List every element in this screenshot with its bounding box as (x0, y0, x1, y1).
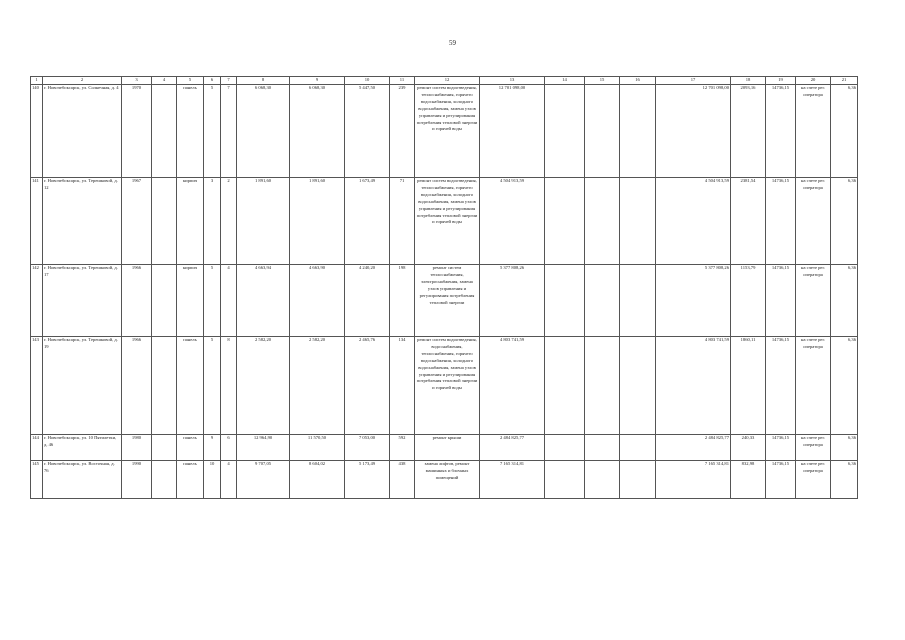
table-cell: панель (177, 435, 204, 461)
table-cell: 141 (31, 178, 43, 265)
table-cell: г. Новочебоксарск, ул. 10 Пятилетки, д. 46 (43, 435, 122, 461)
table-cell (545, 265, 585, 337)
table-cell: панель (177, 461, 204, 499)
table-cell: на счете рег. оператора (796, 461, 831, 499)
table-cell: 2 484 825,77 (656, 435, 731, 461)
table-cell (620, 337, 656, 435)
table-row (31, 461, 858, 499)
column-number-cell: 6 (204, 77, 221, 85)
table-cell: на счете рег. оператора (796, 265, 831, 337)
table-cell: 14736,15 (766, 178, 796, 265)
column-number-cell: 19 (766, 77, 796, 85)
table-cell: 14736,15 (766, 435, 796, 461)
column-number-cell: 9 (290, 77, 345, 85)
table-cell: 5 173,49 (345, 461, 390, 499)
column-number-cell: 16 (620, 77, 656, 85)
table-cell (585, 178, 620, 265)
column-number-cell: 21 (831, 77, 858, 85)
column-number-cell: 4 (152, 77, 177, 85)
table-cell: 9 707,05 (237, 461, 290, 499)
column-number-cell: 8 (237, 77, 290, 85)
table-cell: 5 377 808,26 (480, 265, 545, 337)
table-cell: 1966 (122, 337, 152, 435)
column-number-cell: 13 (480, 77, 545, 85)
table-cell: 12 964,90 (237, 435, 290, 461)
table-cell: 1 891,60 (290, 178, 345, 265)
table-cell: 140 (31, 85, 43, 178)
table-cell (545, 435, 585, 461)
table-cell: г. Новочебоксарск, ул. Терешковой, д. 17 (43, 265, 122, 337)
table-cell: 2 582,20 (237, 337, 290, 435)
table-cell: 4 803 741,59 (656, 337, 731, 435)
table-cell (152, 337, 177, 435)
table-cell: кирпич (177, 265, 204, 337)
table-cell: г. Новочебоксарск, ул. Терешковой, д. 12 (43, 178, 122, 265)
table-cell: 2 (221, 178, 237, 265)
table-cell: 5 447,50 (345, 85, 390, 178)
table-cell (545, 337, 585, 435)
table-cell: 6,36 (831, 435, 858, 461)
table-cell: 1 673,49 (345, 178, 390, 265)
table-cell: 7 165 314,81 (480, 461, 545, 499)
table-cell: 6 068,30 (290, 85, 345, 178)
column-number-cell: 11 (390, 77, 415, 85)
table-cell (545, 461, 585, 499)
table-cell (152, 265, 177, 337)
table-cell: ремонт систем теплоснабжения, электроснабжения, замена узлов управления и регулирования потребления тепловой энергии (415, 265, 480, 337)
table-cell: замена лифтов, ремонт машинных и блочных помещений (415, 461, 480, 499)
table-cell: 71 (390, 178, 415, 265)
table-cell: 12 701 098,00 (656, 85, 731, 178)
table-cell: 1990 (122, 461, 152, 499)
table-cell: 1966 (122, 265, 152, 337)
table-cell: панель (177, 337, 204, 435)
table-cell: 6,36 (831, 337, 858, 435)
column-number-cell: 1 (31, 77, 43, 85)
repair-program-table (30, 76, 858, 499)
table-cell: 4 663,90 (290, 265, 345, 337)
table-cell: 4 (221, 461, 237, 499)
column-number-cell: 3 (122, 77, 152, 85)
table-cell: 2 582,20 (290, 337, 345, 435)
column-number-cell: 14 (545, 77, 585, 85)
table-cell: 6 068,30 (237, 85, 290, 178)
table-cell: 4 803 741,59 (480, 337, 545, 435)
table-cell: 134 (390, 337, 415, 435)
table-cell: 6 (221, 435, 237, 461)
table-cell (152, 85, 177, 178)
table-cell: 1860,11 (731, 337, 766, 435)
column-number-cell: 17 (656, 77, 731, 85)
column-number-cell: 15 (585, 77, 620, 85)
column-number-cell: 18 (731, 77, 766, 85)
table-cell: 6,36 (831, 461, 858, 499)
table-cell: 2 465,76 (345, 337, 390, 435)
table-cell (152, 435, 177, 461)
table-cell: 1967 (122, 178, 152, 265)
table-cell: на счете рег. оператора (796, 435, 831, 461)
table-cell: 7 165 314,81 (656, 461, 731, 499)
table-cell: 14736,15 (766, 265, 796, 337)
table-cell: 14736,15 (766, 337, 796, 435)
column-number-cell: 2 (43, 77, 122, 85)
table-cell: на счете рег. оператора (796, 85, 831, 178)
table-cell (152, 178, 177, 265)
table-cell: 10 (204, 461, 221, 499)
table-cell: г. Новочебоксарск, ул. Терешковой, д. 19 (43, 337, 122, 435)
table-cell (585, 461, 620, 499)
table-cell: 142 (31, 265, 43, 337)
table-cell: 14736,15 (766, 85, 796, 178)
table-cell: 4 504 913,59 (656, 178, 731, 265)
table-cell (620, 461, 656, 499)
table-row (31, 178, 858, 265)
column-number-cell: 5 (177, 77, 204, 85)
table-cell: г. Новочебоксарск, ул. Солнечная, д. 4 (43, 85, 122, 178)
table-cell: 6,36 (831, 85, 858, 178)
table-cell (585, 265, 620, 337)
table-cell: ремонт систем водоотведения, теплоснабжения, горячего водоснабжения, холодного водоснабжения, замена узлов управления и регулирования потребления тепловой энергии и горячей воды (415, 178, 480, 265)
table-cell (152, 461, 177, 499)
table-row (31, 337, 858, 435)
table-cell: на счете рег. оператора (796, 337, 831, 435)
table-cell (545, 85, 585, 178)
table-cell: ремонт систем водоотведения, водоснабжения, теплоснабжения, горячего водоснабжения, холодного водоснабжения, замена узлов управления и регулирования потребления тепловой энергии и горячей воды (415, 337, 480, 435)
table-cell (620, 85, 656, 178)
table-cell: 1153,79 (731, 265, 766, 337)
table-cell: 832,98 (731, 461, 766, 499)
table-cell: 5 (204, 337, 221, 435)
table-cell: 239 (390, 85, 415, 178)
table-row (31, 265, 858, 337)
table-cell: 143 (31, 337, 43, 435)
table-cell: 2381,54 (731, 178, 766, 265)
table-cell: 4 504 913,59 (480, 178, 545, 265)
table-cell: ремонт крыши (415, 435, 480, 461)
table-cell (545, 178, 585, 265)
column-number-cell: 12 (415, 77, 480, 85)
table-cell: 7 (221, 85, 237, 178)
table-cell: 240,33 (731, 435, 766, 461)
column-number-cell: 10 (345, 77, 390, 85)
table-cell: 1 891,60 (237, 178, 290, 265)
table-cell: 1970 (122, 85, 152, 178)
table-cell: ремонт систем водоотведения, теплоснабжения, горячего водоснабжения, холодного водоснабжения, замена узлов управления и регулирования потребления тепловой энергии и горячей воды (415, 85, 480, 178)
table-cell: 4 663,94 (237, 265, 290, 337)
table-cell: 5 (204, 85, 221, 178)
page-number: 59 (449, 39, 456, 47)
table-cell: 11 570,50 (290, 435, 345, 461)
table-cell: 592 (390, 435, 415, 461)
table-cell: 2 484 825,77 (480, 435, 545, 461)
table-cell: кирпич (177, 178, 204, 265)
table-cell: на счете рег. оператора (796, 178, 831, 265)
table-cell: 438 (390, 461, 415, 499)
table-cell (585, 337, 620, 435)
table-cell (585, 435, 620, 461)
table-cell (585, 85, 620, 178)
table-cell: г. Новочебоксарск, ул. Восточная, д. 76 (43, 461, 122, 499)
column-number-cell: 20 (796, 77, 831, 85)
table-cell: 8 604,02 (290, 461, 345, 499)
table-cell: 145 (31, 461, 43, 499)
table-cell: 4 240,20 (345, 265, 390, 337)
table-cell: 198 (390, 265, 415, 337)
table-cell: 6,36 (831, 178, 858, 265)
table-cell: 3 (204, 178, 221, 265)
column-number-cell: 7 (221, 77, 237, 85)
table-cell: 5 (204, 265, 221, 337)
table-cell: 14736,15 (766, 461, 796, 499)
table-cell: 12 701 098,00 (480, 85, 545, 178)
table-cell: 4 (221, 265, 237, 337)
table-row (31, 85, 858, 178)
table-cell (620, 265, 656, 337)
table-cell: 9 (204, 435, 221, 461)
table-cell: 8 (221, 337, 237, 435)
table-cell: панель (177, 85, 204, 178)
table-row (31, 435, 858, 461)
table-cell: 6,36 (831, 265, 858, 337)
table-cell: 144 (31, 435, 43, 461)
table-cell (620, 178, 656, 265)
table-cell: 2093,16 (731, 85, 766, 178)
table-cell: 5 377 808,26 (656, 265, 731, 337)
column-number-row (31, 77, 858, 85)
table-cell: 7 053,00 (345, 435, 390, 461)
table-cell (620, 435, 656, 461)
table-cell: 1980 (122, 435, 152, 461)
